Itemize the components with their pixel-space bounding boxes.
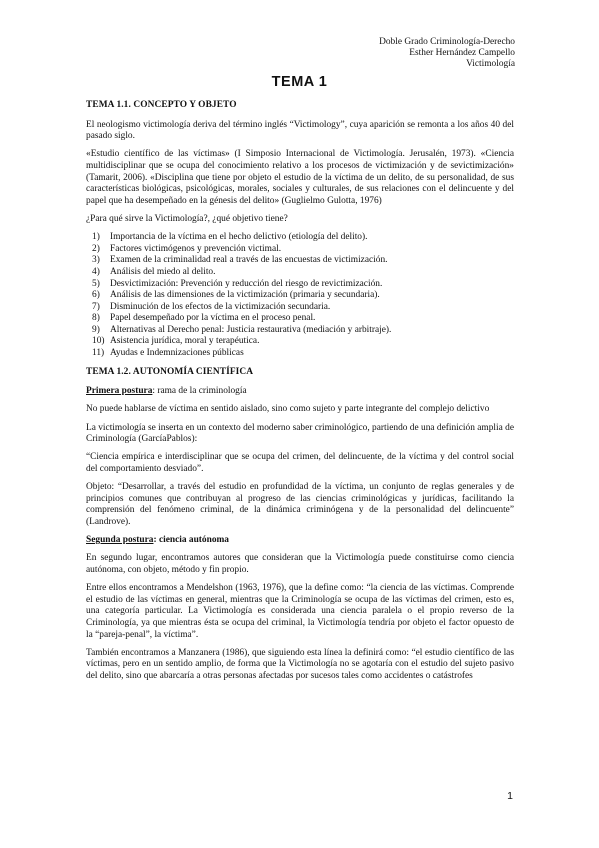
paragraph: No puede hablarse de víctima en sentido aislado, sino como sujeto y parte integrante del complejo delictivo: [86, 404, 490, 415]
list-item: 11) Ayudas e Indemnizaciones públicas: [92, 348, 244, 359]
paragraph: En segundo lugar, encontramos autores que consideran que la Victimología puede constituirse como ciencia autónoma, con objeto, método y fin propio.: [86, 553, 514, 575]
document-title: TEMA 1: [271, 74, 328, 90]
list-item: 10) Asistencia jurídica, moral y terapéutica.: [92, 336, 260, 347]
second-stance-label: Segunda postura: [86, 535, 154, 546]
uses-list: [86, 232, 514, 360]
list-item: 7) Disminución de los efectos de la victimización secundaria.: [92, 301, 331, 312]
paragraph: El neologismo victimología deriva del término inglés “Victimology”, cuya aparición se remonta a los años 40 del pasado siglo.: [86, 119, 514, 142]
paragraph-mendelshon: Entre ellos encontramos a Mendelshon (1963, 1976), que la define como: “la ciencia de las víctimas. Comprende el estudio de las víctimas en general, mientras que la Criminología se ocupa de las víctimas del crimen, esto es, una categoría particular. La Victimología es considerada una ciencia paralela o el propio reverso de la Criminología, ya que mientras ésta se ocupa del criminal, la Victimología tendría por objeto el factor opuesto de la “pareja-penal”, la víctima”.: [86, 583, 514, 640]
paragraph: La victimología se inserta en un contexto del moderno saber criminológico, partiendo de una definición amplia de Criminología (GarcíaPablos):: [86, 422, 514, 445]
document-body: [86, 100, 514, 689]
list-item: 3) Examen de la criminalidad real a través de las encuestas de victimización.: [92, 255, 388, 266]
list-item: 6) Análisis de las dimensiones de la victimización (primaria y secundaria).: [92, 290, 380, 301]
paragraph-objeto: Objeto: “Desarrollar, a través del estudio en profundidad de la víctima, un conjunto de reglas generales y de principios comunes que contribuyan al progreso de las ciencias criminológicas y jurídicas, facilitando la comprensión del fenómeno criminal, de la dinámica criminógena y de la personalidad del delincuente” (Landrove).: [86, 482, 514, 527]
header-subject: Victimología: [466, 59, 515, 70]
section-heading-1-2: TEMA 1.2. AUTONOMÍA CIENTÍFICA: [86, 366, 254, 377]
list-item: 5) Desvictimización: Prevención y reducción del riesgo de revictimización.: [92, 278, 383, 289]
first-stance-label: Primera postura: [86, 386, 153, 397]
quote-definition: “Ciencia empírica e interdisciplinar que se ocupa del crimen, del delincuente, de la víctima y del control social del comportamiento desviado”.: [86, 452, 514, 474]
paragraph-manzanera: También encontramos a Manzanera (1986), que siguiendo esta línea la definirá como: “el estudio científico de las víctimas, pero en un sentido amplio, de forma que la Victimología no se agotaría con el estudio del sujeto pasivo del delito, sino que abarcaría a otras personas afectadas por sucesos tales como accidentes o catástrofes: [86, 647, 514, 681]
list-item: 2) Factores victimógenos y prevención victimal.: [92, 243, 282, 254]
section-heading-1-1: TEMA 1.1. CONCEPTO Y OBJETO: [86, 100, 237, 110]
list-item: 8) Papel desempeñado por la víctima en el proceso penal.: [92, 313, 316, 324]
list-item: 1) Importancia de la víctima en el hecho delictivo (etiología del delito).: [92, 232, 368, 243]
list-item: 9) Alternativas al Derecho penal: Justicia restaurativa (mediación y arbitraje).: [92, 324, 392, 335]
question-line: ¿Para qué sirve la Victimología?, ¿qué objetivo tiene?: [86, 213, 288, 224]
header-author: Esther Hernández Campello: [409, 48, 515, 59]
running-header: [379, 37, 515, 71]
page-number: 1: [507, 790, 513, 802]
first-stance-line: Primera postura: rama de la criminología: [86, 386, 247, 397]
header-degree: Doble Grado Criminología-Derecho: [379, 37, 515, 47]
second-stance-line: Segunda postura: ciencia autónoma: [86, 535, 229, 546]
paragraph-definitions: «Estudio científico de las víctimas» (I Simposio Internacional de Victimología. Jerusalén, 1973). «Ciencia multidisciplinar que se ocupa del conocimiento relativo a los procesos de victimización y de sevictimización» (Tamarit, 2006). «Disciplina que tiene por objeto el estudio de la víctima de un delito, de su personalidad, de sus características biológicas, psicológicas, morales, sociales y culturales, de sus relaciones con el delincuente y del papel que ha desempeñado en la génesis del delito» (Guglielmo Gulotta, 1976): [86, 149, 514, 206]
list-item: 4) Análisis del miedo al delito.: [92, 266, 216, 277]
